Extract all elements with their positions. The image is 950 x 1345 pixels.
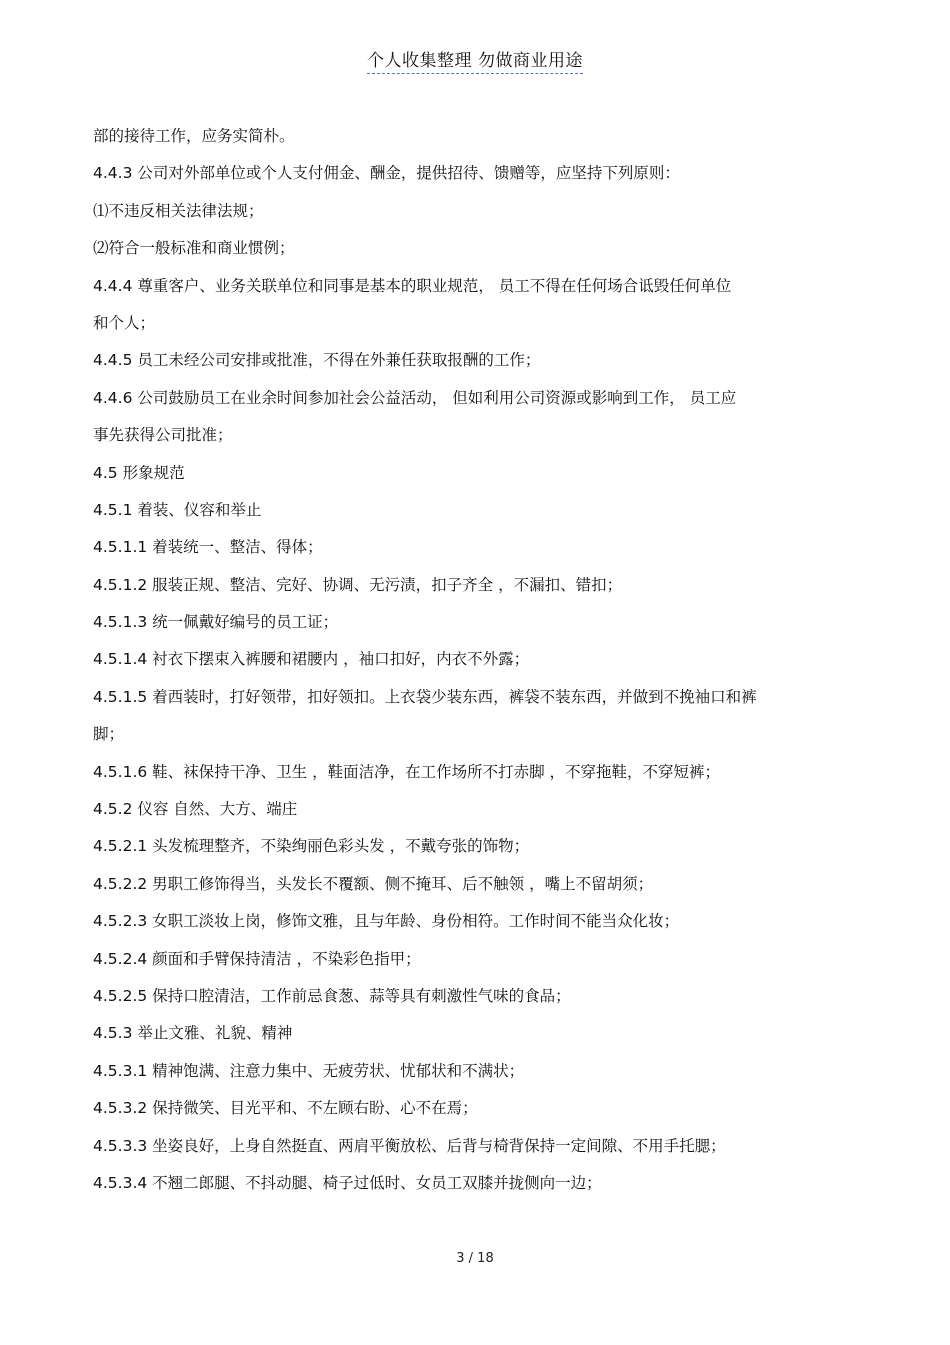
- text-line: 4.5.1.4 衬衣下摆束入裤腰和裙腰内 ，袖口扣好，内衣不外露；: [93, 650, 530, 669]
- text-line: ⑵符合一般标准和商业惯例；: [93, 239, 295, 258]
- subsection-heading: 4.5.1 着装、仪容和举止: [93, 500, 262, 519]
- page-header: [0, 46, 950, 71]
- text-line: 4.5.2.5 保持口腔清洁，工作前忌食葱、蒜等具有刺激性气味的食品；: [93, 986, 571, 1005]
- document-body: [93, 118, 863, 1202]
- text-line: 事先获得公司批准；: [93, 426, 233, 445]
- text-line: 4.4.6 公司鼓励员工在业余时间参加社会公益活动， 但如利用公司资源或影响到工作， 员工应: [93, 388, 737, 407]
- text-line: 4.5.3.3 坐姿良好，上身自然挺直、两肩平衡放松、后背与椅背保持一定间隙、不用手托腮；: [93, 1136, 726, 1155]
- page-number: 3 / 18: [456, 1251, 494, 1266]
- text-line: 4.5.3.4 不翘二郎腿、不抖动腿、椅子过低时、女员工双膝并拢侧向一边；: [93, 1173, 602, 1192]
- text-line: 4.5.2.2 男职工修饰得当，头发长不覆额、侧不掩耳、后不触领 ，嘴上不留胡须；: [93, 874, 654, 893]
- text-line: 4.5.1.2 服装正规、整洁、完好、协调、无污渍，扣子齐全 ，不漏扣、错扣；: [93, 575, 623, 594]
- text-line: 4.5.2.4 颜面和手臂保持清洁 ，不染彩色指甲；: [93, 949, 421, 968]
- text-line: 4.5.1.1 着装统一、整洁、得体；: [93, 538, 323, 557]
- text-line: 4.5.1.3 统一佩戴好编号的员工证；: [93, 613, 339, 632]
- header-text: 个人收集整理 勿做商业用途: [367, 51, 583, 74]
- text-line: 4.5.1.6 鞋、袜保持干净、卫生 ，鞋面洁净，在工作场所不打赤脚 ，不穿拖鞋，不穿短裤；: [93, 762, 721, 781]
- text-line: 4.5.1.5 着西装时，打好领带，扣好领扣。上衣袋少装东西，裤袋不装东西，并做到不挽袖口和裤: [93, 687, 757, 706]
- text-line: 部的接待工作，应务实简朴。: [93, 127, 295, 145]
- section-heading: 4.5 形象规范: [93, 463, 185, 482]
- text-line: 4.5.2.3 女职工淡妆上岗，修饰文雅，且与年龄、身份相符。工作时间不能当众化妆；: [93, 912, 680, 931]
- text-line: 4.4.4 尊重客户、业务关联单位和同事是基本的职业规范， 员工不得在任何场合诋毁任何单位: [93, 276, 732, 295]
- page-footer: [0, 1251, 950, 1266]
- text-line: 4.5.3.1 精神饱满、注意力集中、无疲劳状、忧郁状和不满状；: [93, 1061, 525, 1080]
- text-line: 4.4.3 公司对外部单位或个人支付佣金、酬金，提供招待、馈赠等，应坚持下列原则：: [93, 164, 680, 183]
- text-line: ⑴不违反相关法律法规；: [93, 201, 264, 220]
- text-line: 脚；: [93, 725, 125, 744]
- text-line: 4.5.3.2 保持微笑、目光平和、不左顾右盼、心不在焉；: [93, 1099, 478, 1118]
- text-line: 4.4.5 员工未经公司安排或批准，不得在外兼任获取报酬的工作；: [93, 351, 541, 370]
- subsection-heading: 4.5.2 仪容 自然、大方、端庄: [93, 800, 298, 819]
- subsection-heading: 4.5.3 举止文雅、礼貌、精神: [93, 1024, 293, 1043]
- text-line: 4.5.2.1 头发梳理整齐，不染绚丽色彩头发 ，不戴夸张的饰物；: [93, 837, 530, 856]
- text-line: 和个人；: [93, 313, 156, 332]
